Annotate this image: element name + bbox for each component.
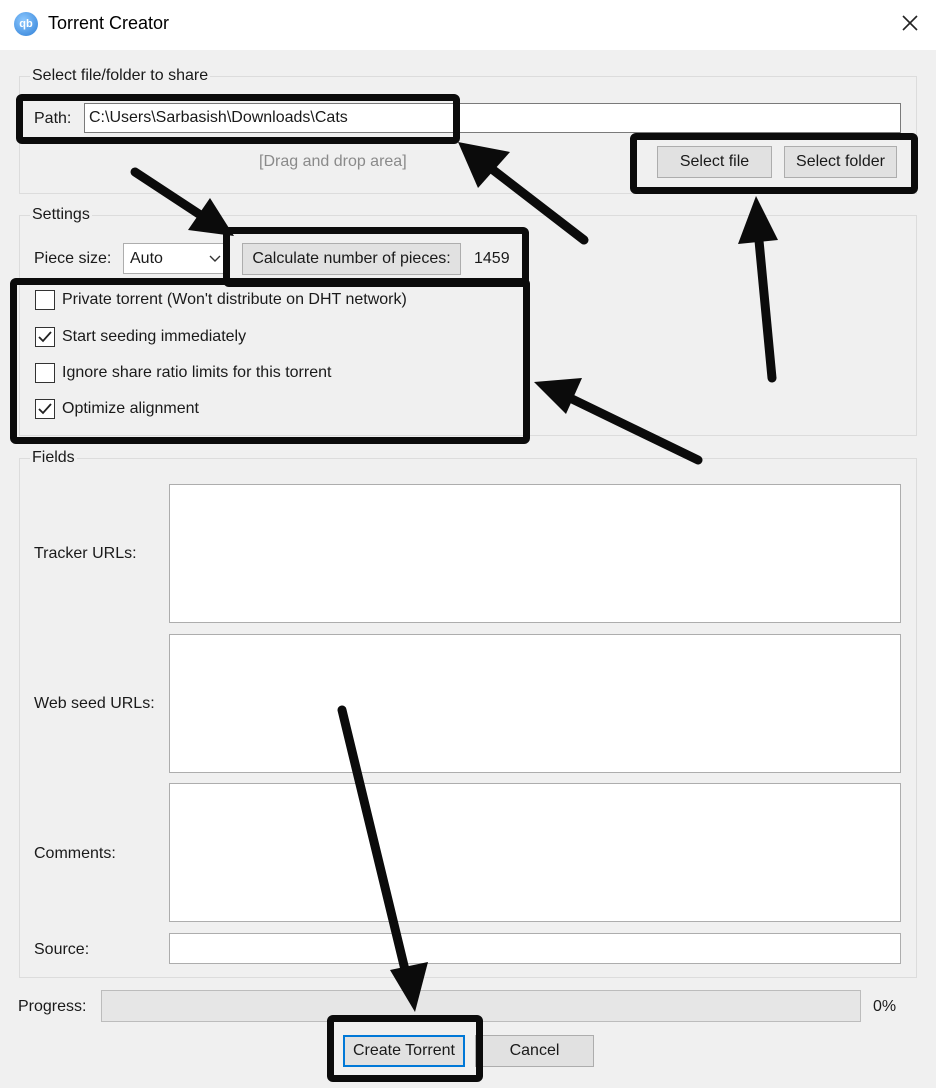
settings-group-legend: Settings	[32, 206, 90, 223]
qbittorrent-app-icon	[14, 12, 38, 36]
piece-size-value: Auto	[130, 250, 163, 267]
close-icon[interactable]	[896, 8, 926, 40]
select-file-group-legend: Select file/folder to share	[32, 67, 209, 84]
fields-group-legend: Fields	[32, 449, 75, 466]
window-title: Torrent Creator	[48, 13, 170, 33]
private-torrent-label: Private torrent (Won't distribute on DHT network)	[62, 291, 407, 308]
web-seed-urls-label: Web seed URLs:	[34, 695, 155, 712]
comments-label: Comments:	[34, 845, 116, 862]
ignore-ratio-label: Ignore share ratio limits for this torrent	[62, 364, 332, 381]
drag-drop-area[interactable]: [Drag and drop area]	[259, 153, 407, 170]
select-folder-button[interactable]: Select folder	[784, 146, 897, 178]
source-label: Source:	[34, 941, 90, 958]
piece-size-label: Piece size:	[34, 250, 112, 267]
chevron-down-icon	[208, 254, 222, 264]
cancel-button[interactable]: Cancel	[475, 1035, 594, 1067]
annotation-box-options	[10, 278, 530, 444]
web-seed-urls-textarea[interactable]	[169, 634, 901, 773]
tracker-urls-textarea[interactable]	[169, 484, 901, 623]
optimize-alignment-label: Optimize alignment	[62, 400, 199, 417]
source-input[interactable]	[169, 933, 901, 964]
piece-count-value: 1459	[474, 250, 510, 267]
path-label: Path:	[34, 110, 72, 127]
create-torrent-button[interactable]: Create Torrent	[343, 1035, 465, 1067]
calculate-pieces-button[interactable]: Calculate number of pieces:	[242, 243, 461, 275]
progress-label: Progress:	[18, 998, 87, 1015]
progress-percent: 0%	[873, 998, 897, 1015]
app-icon-text: qb	[19, 18, 33, 30]
start-seeding-label: Start seeding immediately	[62, 328, 247, 345]
annotation-box-path	[16, 94, 460, 144]
annotation-box-select-buttons	[630, 133, 918, 194]
path-input-value: C:\Users\Sarbasish\Downloads\Cats	[89, 109, 348, 126]
piece-size-select[interactable]	[123, 243, 229, 274]
tracker-urls-label: Tracker URLs:	[34, 545, 137, 562]
annotation-box-create	[327, 1015, 483, 1082]
comments-textarea[interactable]	[169, 783, 901, 922]
select-file-button[interactable]: Select file	[657, 146, 772, 178]
